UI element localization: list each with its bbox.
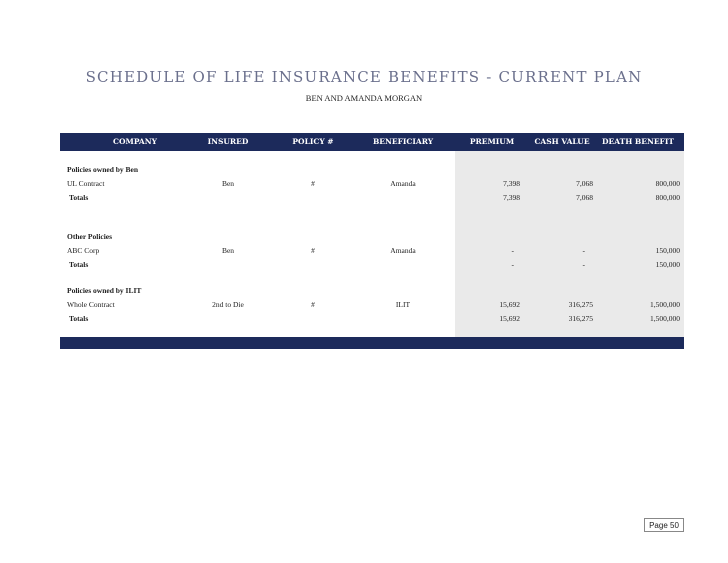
cell-policy: #	[311, 300, 315, 309]
totals-cash-value: 316,275	[568, 314, 593, 323]
cell-company: ABC Corp	[67, 246, 100, 255]
benefits-table	[60, 133, 684, 349]
totals-premium: 15,692	[499, 314, 520, 323]
totals-cash-value: 7,068	[576, 193, 593, 202]
totals-death-benefit: 800,000	[655, 193, 680, 202]
cell-cash-value: 7,068	[576, 179, 593, 188]
totals-row	[60, 259, 684, 271]
column-header-insured: INSURED	[207, 137, 249, 146]
totals-label: Totals	[69, 193, 89, 202]
section-title-label: Policies owned by Ben	[67, 165, 139, 174]
cell-cash-value: 316,275	[568, 300, 593, 309]
cell-company: Whole Contract	[67, 300, 115, 309]
cell-premium: -	[511, 246, 514, 255]
section-title-label: Other Policies	[67, 232, 113, 241]
column-header-policy: POLICY #	[292, 137, 334, 146]
column-header-beneficiary: BENEFICIARY	[372, 137, 434, 146]
cell-death-benefit: 1,500,000	[650, 300, 680, 309]
section-title	[60, 231, 684, 243]
column-header-company: COMPANY	[113, 137, 157, 146]
page-title: SCHEDULE OF LIFE INSURANCE BENEFITS - CURRENT PLAN	[85, 68, 643, 86]
cell-policy: #	[311, 179, 315, 188]
page-number: Page 50	[644, 518, 684, 532]
cell-company: UL Contract	[67, 179, 105, 188]
cell-beneficiary: ILIT	[395, 300, 411, 309]
table-row	[60, 245, 684, 257]
totals-row	[60, 192, 684, 204]
totals-premium: -	[511, 260, 514, 269]
cell-beneficiary: Amanda	[390, 179, 416, 188]
totals-premium: 7,398	[503, 193, 520, 202]
table-row	[60, 299, 684, 311]
column-header-cash-value: CASH VALUE	[534, 137, 590, 146]
column-header-death-benefit: DEATH BENEFIT	[602, 137, 674, 146]
cell-death-benefit: 150,000	[655, 246, 680, 255]
table-footer-bar	[60, 337, 684, 349]
cell-premium: 15,692	[499, 300, 520, 309]
table-header	[60, 133, 684, 151]
section-title	[60, 164, 684, 176]
section-title	[60, 285, 684, 297]
totals-death-benefit: 150,000	[655, 260, 680, 269]
table-row	[60, 178, 684, 190]
totals-cash-value: -	[582, 260, 585, 269]
cell-cash-value: -	[582, 246, 585, 255]
cell-insured: 2nd to Die	[212, 300, 244, 309]
totals-label: Totals	[69, 314, 89, 323]
cell-policy: #	[311, 246, 315, 255]
cell-premium: 7,398	[503, 179, 520, 188]
cell-insured: Ben	[221, 246, 235, 255]
cell-beneficiary: Amanda	[390, 246, 416, 255]
totals-label: Totals	[69, 260, 89, 269]
column-header-premium: PREMIUM	[469, 137, 515, 146]
section-title-label: Policies owned by ILIT	[67, 286, 142, 295]
page-subtitle: BEN AND AMANDA MORGAN	[305, 93, 423, 103]
cell-insured: Ben	[221, 179, 235, 188]
totals-row	[60, 313, 684, 325]
totals-death-benefit: 1,500,000	[650, 314, 680, 323]
cell-death-benefit: 800,000	[655, 179, 680, 188]
